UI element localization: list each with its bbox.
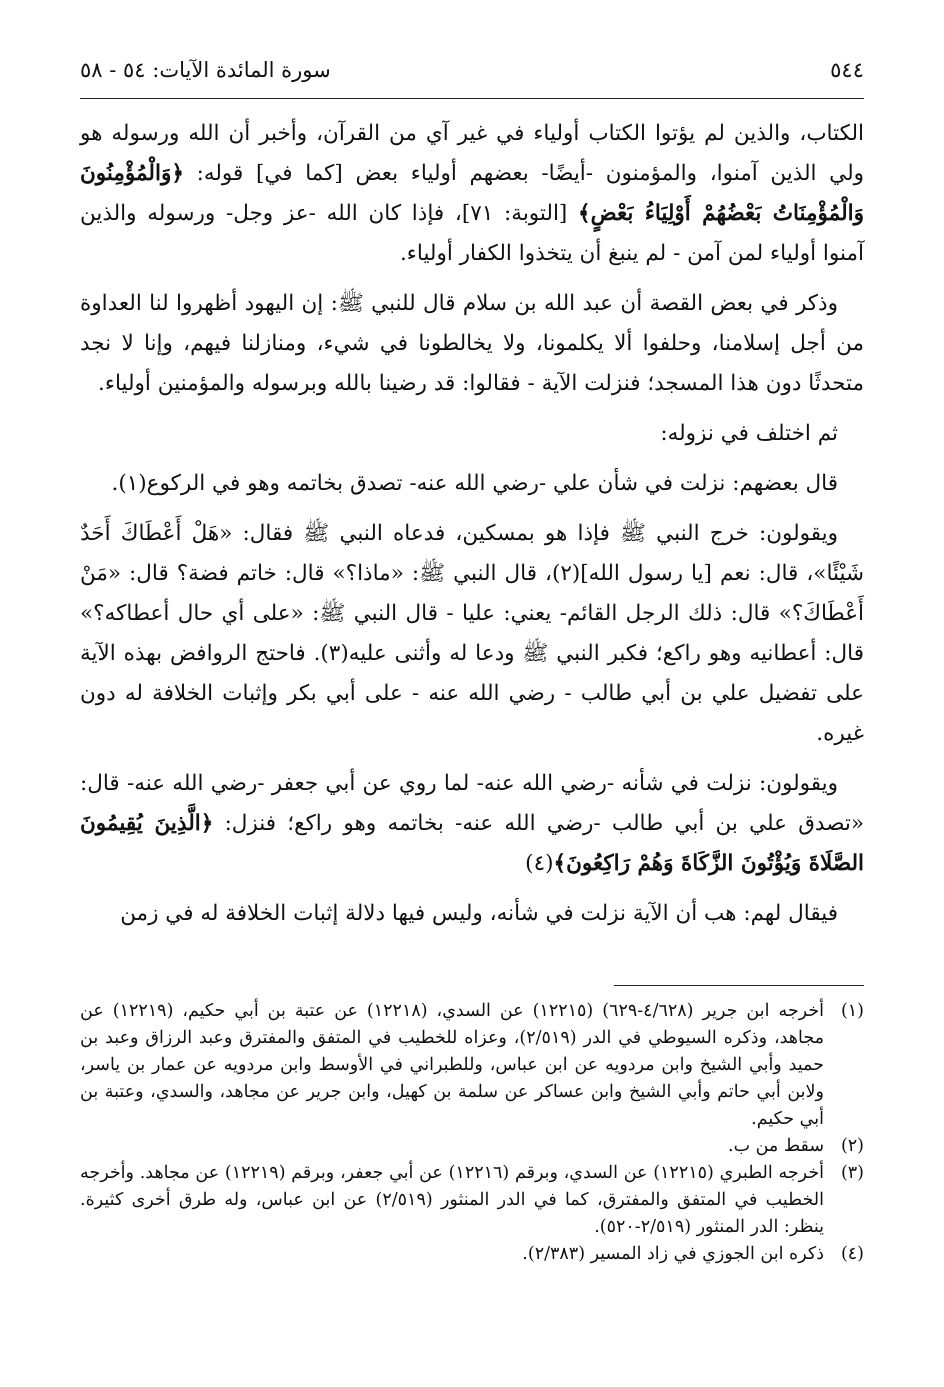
text-run: قال بعضهم: نزلت في شأن علي -رضي الله عنه- تصدق بخاتمه وهو في الركوع(١). <box>111 471 838 496</box>
footnote <box>80 1160 864 1241</box>
footnote-rule <box>614 985 864 986</box>
main-text <box>80 114 864 944</box>
footnote-number: (٢) <box>840 1136 864 1156</box>
header-rule <box>80 98 864 99</box>
footnote-number: (٤) <box>840 1244 864 1264</box>
footnote <box>80 1133 864 1160</box>
footnote <box>80 1241 864 1268</box>
footnote-text: ذكره ابن الجوزي في زاد المسير (٢/٣٨٣). <box>522 1244 824 1264</box>
page-number: ٥٤٤ <box>830 58 864 82</box>
text-run: وذكر في بعض القصة أن عبد الله بن سلام قال للنبي ﷺ: إن اليهود أظهروا لنا العداوة من أجل إسلامنا، وحلفوا ألا يكلمونا، ولا يخالطونا في شيء، ومنازلنا فيهم، وإنا لا نجد متحدثًا دون هذا المسجد؛ فنزلت الآية - فقالوا: قد رضينا بالله وبرسوله والمؤمنين أولياء. <box>80 291 864 396</box>
paragraph <box>80 514 864 754</box>
footnote-number: (١) <box>840 1001 864 1021</box>
quran-verse: ﴿الَّذِينَ يُقِيمُونَ الصَّلَاةَ وَيُؤْتُونَ الزَّكَاةَ وَهُمْ رَاكِعُونَ﴾ <box>80 811 864 876</box>
running-header <box>80 52 864 88</box>
footnote-ref: (٤) <box>525 851 554 876</box>
footnote-number: (٣) <box>840 1163 864 1183</box>
paragraph <box>80 414 864 454</box>
footnotes <box>80 998 864 1268</box>
text-run: ويقولون: نزلت في شأنه -رضي الله عنه- لما روي عن أبي جعفر -رضي الله عنه- قال: «تصدق علي بن أبي طالب -رضي الله عنه- بخاتمه وهو راكع؛ فنزل: <box>80 771 864 836</box>
running-title: سورة المائدة الآيات: ٥٤ - ٥٨ <box>80 58 331 82</box>
footnote-text: سقط من ب. <box>728 1136 824 1156</box>
paragraph <box>80 894 864 934</box>
text-run: الكتاب، والذين لم يؤتوا الكتاب أولياء في غير آي من القرآن، وأخبر أن الله ورسوله هو ولي الذين آمنوا، والمؤمنون -أيضًا- بعضهم أولياء بعض [كما في] قوله: <box>80 121 864 186</box>
quran-verse: ﴿وَالْمُؤْمِنُونَ وَالْمُؤْمِنَاتُ بَعْضُهُمْ أَوْلِيَاءُ بَعْضٍ﴾ <box>80 161 864 226</box>
paragraph <box>80 284 864 404</box>
footnote-text: أخرجه ابن جرير (٤/٦٢٨-٦٢٩) (١٢٢١٥) عن السدي، (١٢٢١٨) عن عتبة بن أبي حكيم، (١٢٢١٩) عن مجاهد، وذكره السيوطي في الدر (٢/٥١٩)، وعزاه للخطيب في المتفق والمفترق وعبد الرزاق وعبد بن حميد وأبي الشيخ وابن مردويه عن ابن عباس، وللطبراني في الأوسط وابن مردويه عن عمار بن ياسر، ولابن أبي حاتم وأبي الشيخ وابن عساكر عن سلمة بن كهيل، وابن جرير عن مجاهد، والسدي، وعتبة بن أبي حكيم. <box>80 1001 825 1129</box>
paragraph <box>80 114 864 274</box>
paragraph <box>80 764 864 884</box>
footnote <box>80 998 864 1133</box>
text-run: فيقال لهم: هب أن الآية نزلت في شأنه، وليس فيها دلالة إثبات الخلافة له في زمن <box>120 901 838 926</box>
text-run: ويقولون: خرج النبي ﷺ فإذا هو بمسكين، فدعاه النبي ﷺ فقال: «هَلْ أَعْطَاكَ أَحَدٌ شَيْئًا»، قال: نعم [يا رسول الله](٢)، قال النبي ﷺ: «ماذا؟» قال: خاتم فضة؟ قال: «مَنْ أَعْطَاكَ؟» قال: ذلك الرجل القائم- يعني: عليا - قال النبي ﷺ: «على أي حال أعطاكه؟» قال: أعطانيه وهو راكع؛ فكبر النبي ﷺ ودعا له وأثنى عليه(٣). فاحتج الروافض بهذه الآية على تفضيل علي بن أبي طالب - رضي الله عنه - على أبي بكر وإثبات الخلافة له دون غيره. <box>80 521 864 746</box>
paragraph <box>80 464 864 504</box>
text-run: ثم اختلف في نزوله: <box>660 421 838 446</box>
text-run: [التوبة: ٧١]، فإذا كان الله -عز وجل- ورسوله والذين آمنوا أولياء لمن آمن - لم ينبغ أن يتخذوا الكفار أولياء. <box>80 201 864 266</box>
footnote-text: أخرجه الطبري (١٢٢١٥) عن السدي، وبرقم (١٢٢١٦) عن أبي جعفر، وبرقم (١٢٢١٩) عن مجاهد. وأخرجه الخطيب في المتفق والمفترق، كما في الدر المنثور (٢/٥١٩) عن ابن عباس، وله طرق أخرى كثيرة. ينظر: الدر المنثور (٢/٥١٩-٥٢٠). <box>80 1163 825 1237</box>
